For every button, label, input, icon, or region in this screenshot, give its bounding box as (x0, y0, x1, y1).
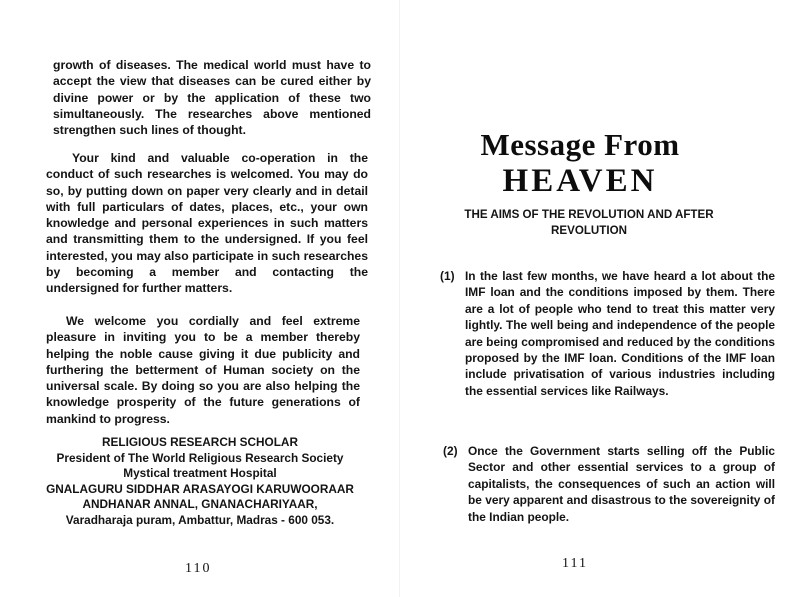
signature-line: ANDHANAR ANNAL, GNANACHARIYAAR, (82, 497, 318, 512)
signature-line: President of The World Religious Research Society (56, 450, 344, 465)
title-line-1: Message From (480, 127, 680, 162)
subtitle (428, 207, 750, 239)
signature-line: RELIGIOUS RESEARCH SCHOLAR (102, 435, 298, 449)
paragraph-growth-of-diseases: growth of diseases. The medical world must have to accept the view that diseases can be cured either by divine power or by the application of these two simultaneously. The researches above mentioned strengthen such lines of thought. (53, 58, 371, 138)
item-number: (2) (443, 444, 458, 458)
paragraph-welcome: We welcome you cordially and feel extreme pleasure in inviting you to be a member thereby helping the noble cause giving it due publicity and furthering the betterment of Human society on the universal scale. By doing so you are also helping the knowledge prosperity of the future generations of mankind to progress. (46, 314, 360, 426)
title-line-2: HEAVEN (502, 163, 658, 199)
subtitle-line-1: THE AIMS OF THE REVOLUTION AND AFTER (464, 208, 714, 221)
page-number: 111 (562, 556, 588, 571)
signature-line: GNALAGURU SIDDHAR ARASAYOGI KARUWOORAAR (46, 481, 354, 496)
item-text: Once the Government starts selling off the Public Sector and other essential services to a group of capitalists, the consequences of such an action will be very apparent and disastrous to the sovereignity of the Indian people. (468, 444, 775, 524)
page-number: 110 (185, 561, 212, 576)
signature-line: Mystical treatment Hospital (123, 466, 277, 481)
subtitle-line-2: REVOLUTION (550, 224, 627, 237)
item-text: In the last few months, we have heard a lot about the IMF loan and the conditions imposed by them. There are a lot of people who tend to treat this matter very lightly. The well being and independence of the people are being compromised and reduced by the conditions proposed by the IMF loan. Conditions of the IMF loan include privatisation of various industries including the essential services like Railways. (465, 269, 775, 398)
right-page (400, 0, 800, 597)
item-number: (1) (440, 269, 455, 283)
paragraph-co-operation: Your kind and valuable co-operation in the conduct of such researches is welcomed. You may do so, by putting down on paper very clearly and in detail with full particulars of dates, places, etc., your own knowledge and personal experiences in such matters and transmitting them to the undersigned. If you feel interested, you may also participate in such researches by becoming a member and contacting the undersigned for further matters. (46, 151, 368, 296)
signature-block (30, 435, 370, 529)
signature-line: Varadharaja puram, Ambattur, Madras - 600 053. (65, 512, 335, 527)
